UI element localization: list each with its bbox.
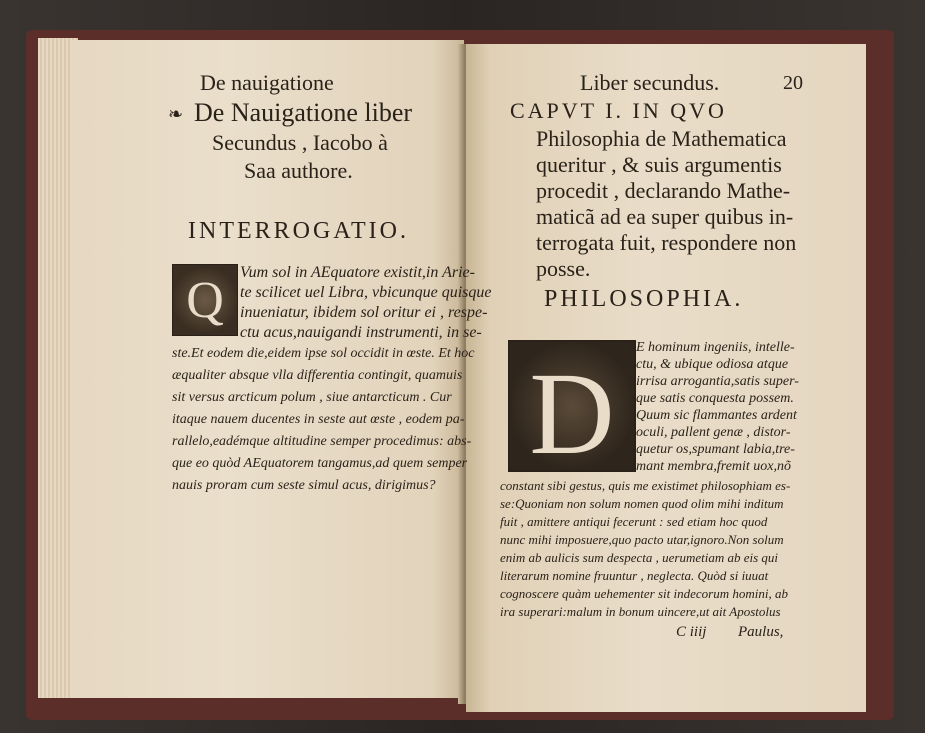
chapter-line: queritur , & suis argumentis [536, 152, 782, 177]
right-body-line: cognoscere quàm uehementer sit indecorum homini, ab [500, 586, 788, 601]
left-body-line: nauis proram cum seste simul acus, dirigimus? [172, 478, 436, 493]
chapter-line: posse. [536, 256, 591, 281]
right-cap-line: ctu, & ubique odiosa atque [636, 357, 789, 372]
right-drop-cap [508, 340, 636, 479]
right-cap-line: irrisa arrogantia,satis super- [636, 374, 799, 389]
right-body-line: constant sibi gestus, quis me existimet philosophiam es- [500, 478, 791, 493]
right-cap-line: Quum sic flammantes ardent [636, 408, 797, 423]
right-cap-line: quetur os,spumant labia,tre- [636, 442, 795, 457]
right-cap-line: que satis conquesta possem. [636, 391, 794, 406]
left-body-line: itaque nauem ducentes in seste aut œste , eodem pa- [172, 412, 465, 427]
left-running-head: De nauigatione [200, 70, 334, 95]
chapter-line: procedit , declarando Mathe- [536, 178, 791, 203]
left-section-heading: INTERROGATIO. [188, 218, 409, 244]
chapter-line: Philosophia de Mathematica [536, 126, 787, 151]
left-body-line: æqualiter absque vlla differentia contingit, quamuis [172, 368, 463, 383]
title-line-3: Saa authore. [244, 158, 353, 183]
right-cap-line: oculi, pallent genæ , distor- [636, 425, 791, 440]
page-number: 20 [783, 72, 803, 94]
left-body-line: ste.Et eodem die,eidem ipse sol occidit in œste. Et hoc [172, 346, 475, 361]
right-cap-line: E hominum ingeniis, intelle- [636, 340, 795, 355]
fleuron-icon: ❧ [168, 104, 184, 124]
left-body-line: Vum sol in AEquatore existit,in Arie- [240, 264, 475, 281]
left-drop-cap-letter: Q [186, 272, 224, 329]
title-line-1: De Nauigatione liber [194, 98, 413, 127]
left-body-line: sit versus arcticum polum , siue antarcticum . Cur [172, 390, 452, 405]
right-body-line: literarum nomine fruuntur , neglecta. Quòd si iuuat [500, 568, 769, 583]
left-drop-cap [172, 264, 238, 336]
right-body-line: fuit , amittere antiqui fecerunt : sed etiam hoc quod [500, 514, 768, 529]
left-body-line: que eo quòd AEquatorem tangamus,ad quem semper [172, 456, 468, 471]
right-drop-cap-letter: D [529, 348, 615, 479]
right-body-line: ira superari:malum in bonum uincere,ut ait Apostolus [500, 604, 781, 619]
right-body-line: enim ab aulicis sum despecta , uerumetiam ab eis qui [500, 550, 779, 565]
left-body-line: inueniatur, ibidem sol oritur ei , respe- [240, 304, 488, 321]
right-body-line: nunc mihi imposuere,quo pacto utar,ignoro.Non solum [500, 532, 784, 547]
left-body-line: rallelo,eadémque altitudine semper procedimus: abs- [172, 434, 472, 449]
left-body-line: ctu acus,nauigandi instrumenti, in se- [240, 324, 482, 341]
right-running-head: Liber secundus. [580, 70, 720, 95]
signature-mark: C iiij [676, 624, 707, 640]
chapter-line: maticã ad ea super quibus in- [536, 204, 794, 229]
chapter-line: terrogata fuit, respondere non [536, 230, 797, 255]
title-line-2: Secundus , Iacobo à [212, 130, 388, 155]
catchword: Paulus, [738, 624, 784, 640]
right-section-heading: PHILOSOPHIA. [544, 286, 744, 312]
right-body-line: se:Quoniam non solum nomen quod olim mihi inditum [500, 496, 784, 511]
left-body-line: te scilicet uel Libra, vbicunque quisque [240, 284, 492, 301]
chapter-heading: CAPVT I. IN QVO [510, 98, 727, 123]
right-cap-line: mant membra,fremit uox,nõ [636, 459, 792, 474]
